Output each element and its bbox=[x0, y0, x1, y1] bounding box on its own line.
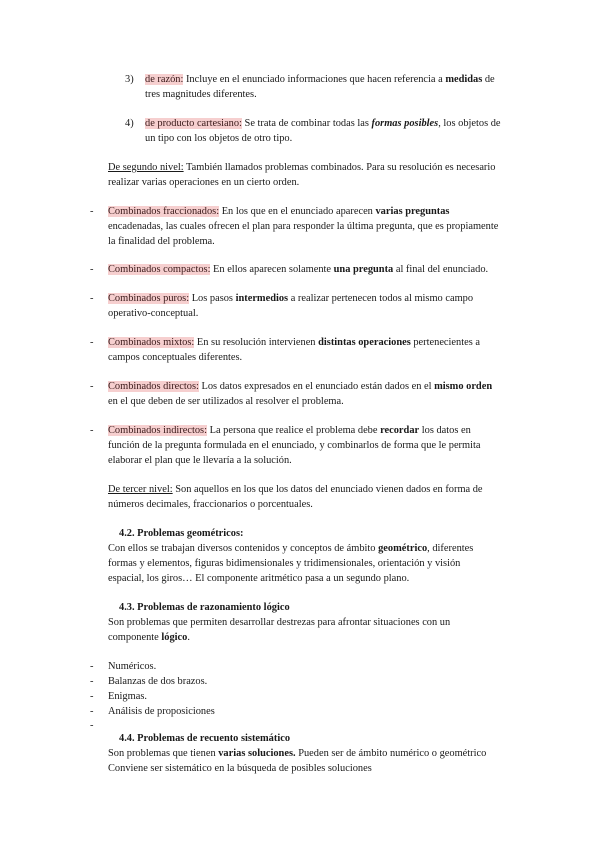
bullet-dash: - bbox=[90, 381, 94, 392]
item-number: 3) bbox=[125, 74, 134, 85]
bullet-dash: - bbox=[90, 425, 94, 436]
section-heading-geometricos: 4.2. Problemas geométricos: bbox=[119, 528, 244, 539]
item-producto-cartesiano: de producto cartesiano: Se trata de combinar todas las formas posibles, los objetos de bbox=[145, 118, 501, 129]
logico-line: componente lógico. bbox=[108, 632, 190, 643]
bullet-dash: - bbox=[90, 691, 94, 702]
tercer-nivel-paragraph: De tercer nivel: Son aquellos en los que los datos del enunciado vienen dados en forma de bbox=[108, 484, 483, 495]
combinados-fraccionados: Combinados fraccionados: En los que en el enunciado aparecen varias preguntas bbox=[108, 206, 450, 217]
list-item: Balanzas de dos brazos. bbox=[108, 676, 208, 687]
combinados-mixtos: Combinados mixtos: En su resolución intervienen distintas operaciones pertenecientes a bbox=[108, 337, 480, 348]
paragraph-line: campos conceptuales diferentes. bbox=[108, 352, 243, 363]
bullet-dash: - bbox=[90, 661, 94, 672]
highlight-term: Combinados puros: bbox=[108, 293, 190, 304]
section-heading-recuento: 4.4. Problemas de recuento sistemático bbox=[119, 733, 291, 744]
bullet-dash: - bbox=[90, 264, 94, 275]
geo-line: espacial, los giros… El componente aritmético pasa a un segundo plano. bbox=[108, 573, 410, 584]
recuento-line: Conviene ser sistemático en la búsqueda de posibles soluciones bbox=[108, 763, 372, 774]
highlight-term: Combinados directos: bbox=[108, 381, 199, 392]
paragraph-line: elaborar el plan que le llevaría a la solución. bbox=[108, 455, 292, 466]
item-number: 4) bbox=[125, 118, 134, 129]
paragraph-line: función de la pregunta formulada en el enunciado, y combinarlos de forma que le permita bbox=[108, 440, 481, 451]
geo-line: Con ellos se trabajan diversos contenidos y conceptos de ámbito geométrico, diferentes bbox=[108, 543, 474, 554]
paragraph-line: números decimales, fraccionarios o porcentuales. bbox=[108, 499, 313, 510]
combinados-directos: Combinados directos: Los datos expresados en el enunciado están dados en el mismo orden bbox=[108, 381, 493, 392]
geo-line: formas y elementos, figuras bidimensionales y tridimensionales, orientación y visión bbox=[108, 558, 461, 569]
combinados-indirectos: Combinados indirectos: La persona que realice el problema debe recordar los datos en bbox=[108, 425, 471, 436]
item-de-razon: de razón: Incluye en el enunciado informaciones que hacen referencia a medidas de bbox=[145, 74, 495, 85]
highlight-term: Combinados compactos: bbox=[108, 264, 211, 275]
section-heading-logico: 4.3. Problemas de razonamiento lógico bbox=[119, 602, 290, 613]
paragraph-line: realizar varias operaciones en un cierto orden. bbox=[108, 177, 300, 188]
bullet-dash: - bbox=[90, 293, 94, 304]
highlight-term: de producto cartesiano: bbox=[145, 118, 242, 129]
highlight-term: Combinados indirectos: bbox=[108, 425, 207, 436]
highlight-term: Combinados mixtos: bbox=[108, 337, 195, 348]
recuento-line: Son problemas que tienen varias soluciones. Pueden ser de ámbito numérico o geométrico bbox=[108, 748, 487, 759]
combinados-compactos: Combinados compactos: En ellos aparecen solamente una pregunta al final del enunciado. bbox=[108, 264, 489, 275]
paragraph-line: la finalidad del problema. bbox=[108, 236, 215, 247]
bullet-dash: - bbox=[90, 337, 94, 348]
highlight-term: de razón: bbox=[145, 74, 184, 85]
list-item: Análisis de proposiciones bbox=[108, 706, 215, 717]
segundo-nivel-paragraph: De segundo nivel: También llamados problemas combinados. Para su resolución es necesario bbox=[108, 162, 496, 173]
paragraph-line: en el que deben de ser utilizados al resolver el problema. bbox=[108, 396, 344, 407]
logico-line: Son problemas que permiten desarrollar destrezas para afrontar situaciones con un bbox=[108, 617, 451, 628]
list-item: Numéricos. bbox=[108, 661, 157, 672]
bullet-dash: - bbox=[90, 706, 94, 717]
bullet-dash: - bbox=[90, 676, 94, 687]
list-item: Enigmas. bbox=[108, 691, 147, 702]
highlight-term: Combinados fraccionados: bbox=[108, 206, 220, 217]
bullet-dash: - bbox=[90, 720, 94, 731]
combinados-puros: Combinados puros: Los pasos intermedios a realizar pertenecen todos al mismo campo bbox=[108, 293, 474, 304]
paragraph-line: encadenadas, las cuales ofrecen el plan para responder la última pregunta, que es propiamente bbox=[108, 221, 499, 232]
item-line: tres magnitudes diferentes. bbox=[145, 89, 257, 100]
item-line: un tipo con los objetos de otro tipo. bbox=[145, 133, 293, 144]
paragraph-line: operativo-conceptual. bbox=[108, 308, 199, 319]
bullet-dash: - bbox=[90, 206, 94, 217]
